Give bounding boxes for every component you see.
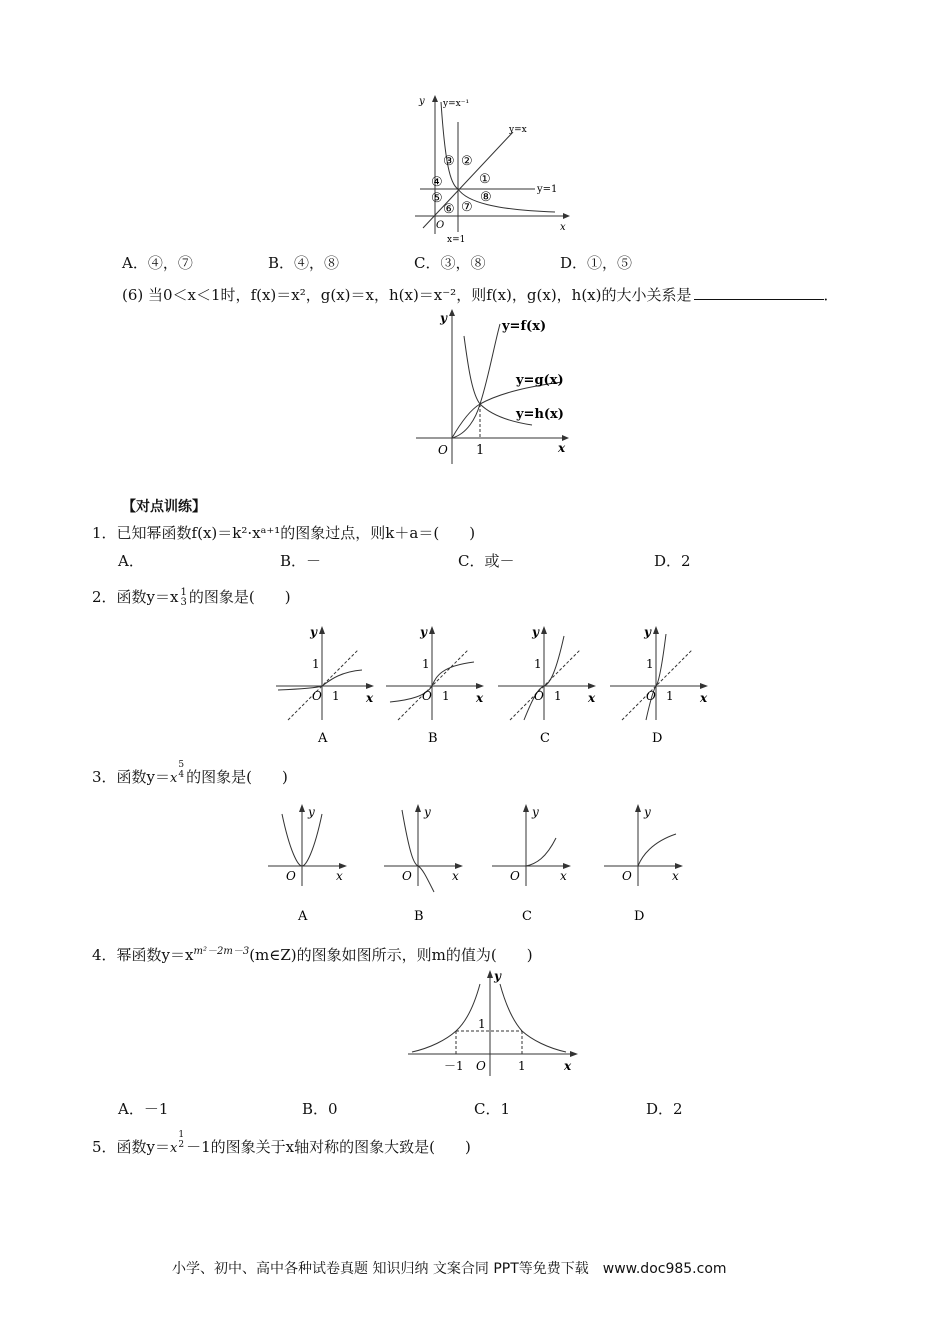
q3-exp-num: 5: [178, 760, 185, 770]
q5-text: 5．函数y＝x 1 2 －1的图象关于x轴对称的图象大致是( ): [92, 1130, 471, 1156]
region-6: ⑥: [443, 202, 455, 217]
fig1-x-label: x: [560, 222, 566, 233]
q3-panel-b: [384, 804, 463, 924]
q4-exponent: m²－2m－3: [193, 946, 250, 957]
q2-b-tick-x1: 1: [442, 689, 450, 703]
q2-a-x: x: [366, 691, 374, 705]
q4-option-b: B．0: [302, 1100, 338, 1118]
q2-c-x: x: [588, 691, 596, 705]
q3-b-x: x: [452, 869, 459, 883]
q2-panel-a: [276, 625, 374, 746]
region-3: ③: [443, 154, 455, 169]
q3-prefix: 3．函数y＝: [92, 768, 171, 786]
q3-panel-a: [268, 804, 347, 924]
q3-d-x: x: [672, 869, 679, 883]
q3-c-x: x: [560, 869, 567, 883]
fig1-x1-label: x=1: [447, 235, 466, 244]
q4-tick-neg1: －1: [444, 1059, 464, 1073]
q3-exp-den: 4: [178, 770, 185, 780]
q4-option-a: A．－1: [118, 1100, 169, 1118]
prev-option-b: B．④，⑧: [268, 254, 340, 272]
q1-option-c: C．或－: [458, 552, 515, 570]
q1-text: 1．已知幂函数f(x)＝k²·xᵃ⁺¹的图象过点，则k＋a＝( ): [92, 524, 476, 542]
q2-b-origin: O: [422, 689, 432, 703]
q4-x-label: x: [564, 1059, 572, 1073]
section-title: 【对点训练】: [122, 499, 206, 515]
q6-text: [122, 284, 839, 305]
q3-text: 3．函数y＝x 5 4 的图象是( ): [92, 760, 288, 786]
q5-suffix: －1的图象关于x轴对称的图象大致是( ): [186, 1138, 471, 1156]
q2-c-y: y: [532, 625, 539, 639]
q2-text: [92, 586, 291, 608]
q2-a-label: A: [318, 731, 328, 746]
q2-prefix: 2．函数y＝x: [92, 588, 179, 606]
q4-figure: [406, 966, 582, 1084]
q1-option-a: A．: [118, 552, 144, 570]
q4-tick-x1: 1: [518, 1059, 526, 1073]
q4-suffix: (m∈Z)的图象如图所示，则m的值为( ): [249, 946, 533, 964]
q2-panel-b: [386, 625, 484, 746]
fig2-y-label: y: [440, 311, 447, 325]
fig1-inverse-label: y=x⁻¹: [443, 99, 470, 109]
q4-tick-y1: 1: [478, 1017, 486, 1031]
prev-option-a: A．④，⑦: [122, 254, 193, 272]
q2-c-origin: O: [534, 689, 544, 703]
q2-exp-den: 3: [180, 597, 187, 608]
q4-y-label: y: [494, 969, 501, 983]
q2-d-y: y: [644, 625, 651, 639]
q5-prefix: 5．函数y＝: [92, 1138, 171, 1156]
q3-b-origin: O: [402, 869, 412, 883]
q2-d-x: x: [700, 691, 708, 705]
q3-a-origin: O: [286, 869, 296, 883]
q3-c-y: y: [532, 805, 539, 819]
q2-b-tick-y1: 1: [422, 657, 430, 671]
q3-b-y: y: [424, 805, 431, 819]
q6-end: ．: [823, 286, 839, 304]
region-2: ②: [461, 154, 473, 169]
h-curve-label: y=h(x): [516, 407, 564, 422]
q3-panel-c: [492, 804, 571, 924]
g-curve-label: y=g(x): [516, 373, 564, 388]
q1-option-d: D．2: [654, 552, 691, 570]
prev-option-d: D．①，⑤: [560, 254, 633, 272]
region-4: ④: [431, 175, 443, 190]
region-8: ⑧: [480, 190, 492, 205]
q2-d-tick-y1: 1: [646, 657, 654, 671]
fgh-figure: [412, 306, 582, 464]
q3-d-y: y: [644, 805, 651, 819]
q2-c-tick-x1: 1: [554, 689, 562, 703]
q3-a-label: A: [298, 909, 308, 924]
q1-option-b: B．－: [280, 552, 322, 570]
region-7: ⑦: [461, 200, 473, 215]
fig2-tick-1: 1: [476, 443, 485, 458]
q2-d-label: D: [652, 731, 663, 746]
page-footer: 小学、初中、高中各种试卷真题 知识归纳 文案合同 PPT等免费下载 www.doc985.com: [172, 1261, 727, 1277]
q2-a-tick-x1: 1: [332, 689, 340, 703]
fig1-origin-label: O: [436, 220, 445, 231]
fig1-yx-label: y=x: [509, 125, 527, 135]
q5-exp-den: 2: [178, 1140, 185, 1150]
q2-exp-num: 1: [180, 587, 187, 598]
q2-panel-d: [610, 625, 708, 746]
q3-d-origin: O: [622, 869, 632, 883]
q6-statement: (6) 当0＜x＜1时，f(x)＝x²，g(x)＝x，h(x)＝x⁻²，则f(x)，g(x)，h(x)的大小关系是: [122, 286, 692, 304]
q2-b-x: x: [476, 691, 484, 705]
q3-c-label: C: [522, 909, 532, 924]
q3-suffix: 的图象是( ): [186, 768, 288, 786]
q2-suffix: 的图象是( ): [188, 588, 291, 606]
region-1: ①: [479, 172, 491, 187]
q3-d-label: D: [634, 909, 645, 924]
fig1-y1-label: y=1: [537, 184, 558, 195]
q2-a-tick-y1: 1: [312, 657, 320, 671]
q2-d-origin: O: [646, 689, 656, 703]
fig2-origin: O: [438, 443, 448, 457]
q2-panel-c: [498, 625, 596, 746]
q3-graphs: [264, 802, 694, 927]
regions-figure: [405, 92, 575, 244]
q2-b-y: y: [420, 625, 427, 639]
q4-origin: O: [476, 1059, 486, 1073]
region-5: ⑤: [431, 191, 443, 206]
q3-panel-d: [604, 804, 683, 924]
prev-option-c: C．③，⑧: [414, 254, 486, 272]
q2-a-origin: O: [312, 689, 322, 703]
q2-b-label: B: [428, 731, 438, 746]
q3-b-label: B: [414, 909, 424, 924]
q2-c-label: C: [540, 731, 550, 746]
f-curve-label: y=f(x): [502, 319, 547, 334]
q2-c-tick-y1: 1: [534, 657, 542, 671]
q2-graphs: [272, 622, 712, 747]
fig2-x-label: x: [558, 441, 566, 455]
q4-prefix: 4．幂函数y＝x: [92, 946, 194, 964]
q3-a-y: y: [308, 805, 315, 819]
q4-option-c: C．1: [474, 1100, 511, 1118]
q3-a-x: x: [336, 869, 343, 883]
q3-c-origin: O: [510, 869, 520, 883]
q5-exp-num: 1: [178, 1130, 185, 1140]
q2-a-y: y: [310, 625, 317, 639]
q4-text: [92, 942, 533, 965]
fig1-y-label: y: [419, 96, 425, 107]
q2-d-tick-x1: 1: [666, 689, 674, 703]
q4-option-d: D．2: [646, 1100, 683, 1118]
q6-answer-blank: [694, 285, 824, 300]
